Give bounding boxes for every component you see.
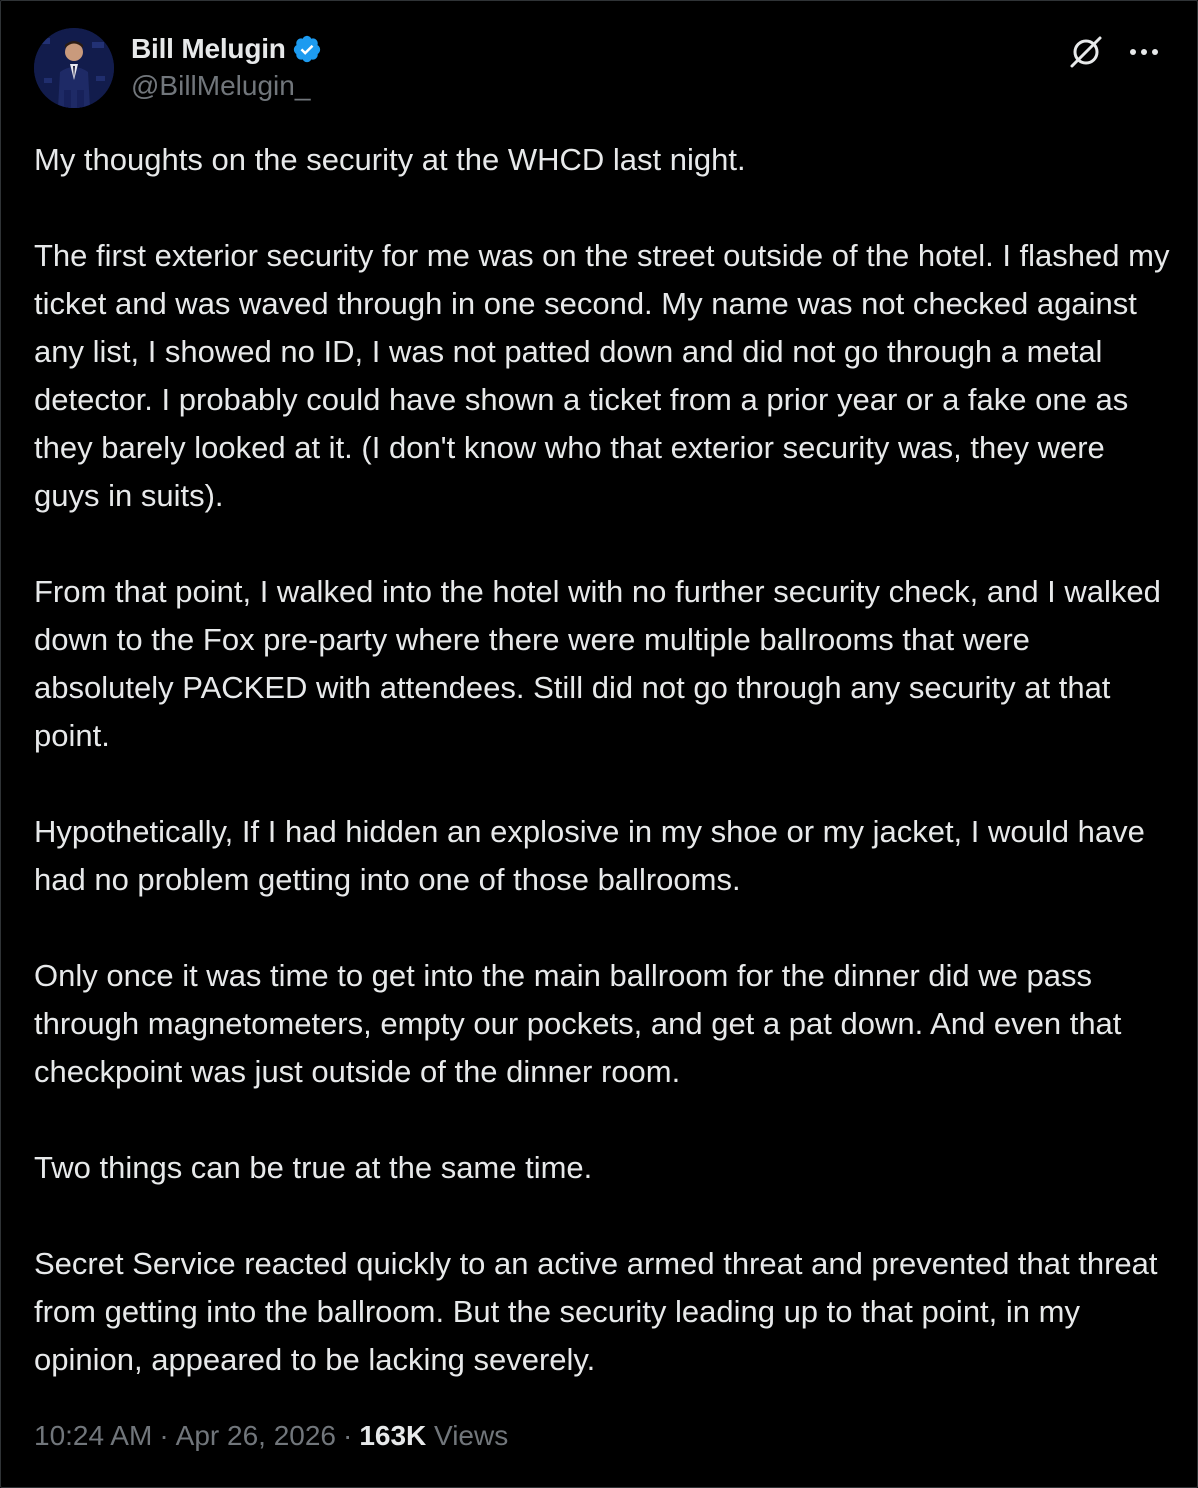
post-paragraph: The first exterior security for me was on the street outside of the hotel. I flashed my ticket and was waved through in one second. My name was not checked against any list, I showed no ID, I was not patted down and did not go through a metal detector. I probably could have shown a ticket from a prior year or a fake one as they barely looked at it. (I don't know who that exterior security was, they were guys in suits). — [34, 238, 1179, 513]
grok-icon[interactable] — [1066, 32, 1106, 72]
avatar[interactable] — [34, 28, 114, 108]
post-paragraph: My thoughts on the security at the WHCD last night. — [34, 142, 746, 177]
post-paragraph: Secret Service reacted quickly to an active armed threat and prevented that threat from getting into the ballroom. But the security leading up to that point, in my opinion, appeared to be lacking severely. — [34, 1246, 1167, 1377]
post-time[interactable]: 10:24 AM — [34, 1420, 153, 1451]
post-text — [34, 136, 1179, 1384]
post-paragraph: Only once it was time to get into the main ballroom for the dinner did we pass through magnetometers, empty our pockets, and get a pat down. And even that checkpoint was just outside of the dinner room. — [34, 958, 1131, 1089]
avatar-image — [34, 28, 114, 108]
post-header — [34, 28, 1164, 110]
verified-badge-icon[interactable] — [292, 34, 322, 64]
post-paragraph: Hypothetically, If I had hidden an explosive in my shoe or my jacket, I would have had no problem getting into one of those ballrooms. — [34, 814, 1154, 897]
views-count[interactable]: 163K — [359, 1420, 427, 1451]
author-handle[interactable]: @BillMelugin_ — [131, 70, 311, 101]
more-icon[interactable] — [1124, 32, 1164, 72]
post-paragraph: Two things can be true at the same time. — [34, 1150, 593, 1185]
views-label[interactable]: Views — [434, 1420, 509, 1451]
top-actions — [1066, 32, 1164, 72]
display-name[interactable]: Bill Melugin — [131, 33, 286, 64]
post-paragraph: From that point, I walked into the hotel with no further security check, and I walked down to the Fox pre-party where there were multiple ballrooms that were absolutely PACKED with attendees. Still did not go through any security at that point. — [34, 574, 1170, 753]
post-meta — [34, 1414, 508, 1458]
meta-separator: · — [159, 1420, 169, 1451]
author-block — [131, 30, 322, 102]
post-date[interactable]: Apr 26, 2026 — [175, 1420, 336, 1451]
name-row — [131, 30, 322, 68]
meta-separator: · — [342, 1420, 353, 1451]
